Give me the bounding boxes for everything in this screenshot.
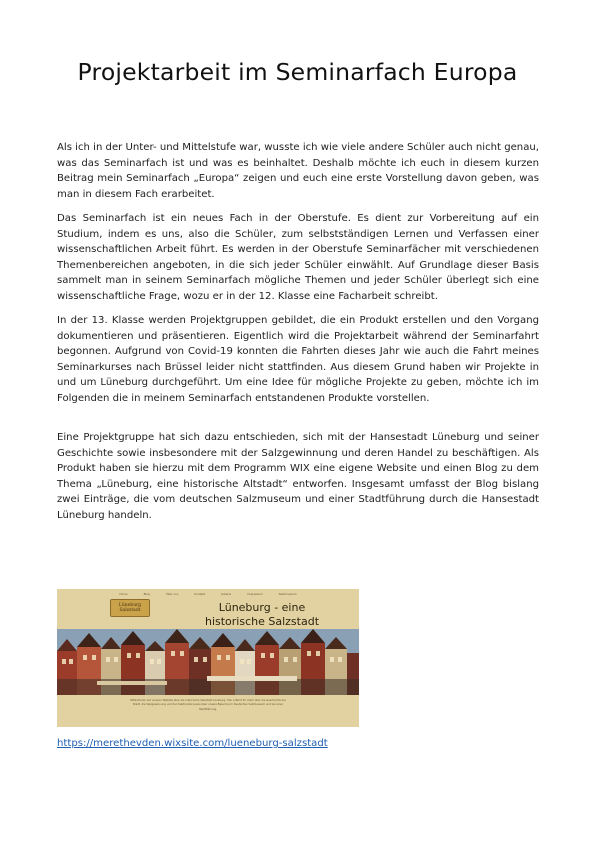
paragraph-projekt-lueneburg: Eine Projektgruppe hat sich dazu entschieden, sich mit der Hansestadt Lüneburg und seiner Geschichte sowie insbesondere mit der Salzgewinnung und deren Handel zu beschäftigen. Als Produkt haben sie hierzu mit dem Programm WIX eine eigene Website und einen Blog zu dem Thema „Lüneburg, eine historische Altstadt“ entworfen. Insgesamt umfasst der Blog bislang zwei Einträge, die vom deutschen Salzmuseum und einer Stadtführung durch die Hansestadt Lüneburg handeln. bbox=[57, 432, 539, 521]
website-caption: Willkommen auf unserer Website über die historische Salzstadt Lüneburg. Hier erfahrt ihr mehr über die Geschichte der Stadt, die Salzgewinnung und den Salzhandel sowie über unsere Besuche im Deutschen Salzmuseum und bei einer Stadtführung. bbox=[130, 699, 286, 711]
paragraph-intro: Als ich in der Unter- und Mittelstufe war, wusste ich wie viele andere Schüler auch nicht genau, was das Seminarfach ist und was es beinhaltet. Deshalb möchte ich euch in diesem kurzen Beitrag mein Seminarfach „Europa“ zeigen und euch eine erste Vorstellung davon geben, was man in diesem Fach erarbeitet. bbox=[57, 142, 540, 200]
website-nav-bar bbox=[57, 589, 359, 599]
town-houses-photo bbox=[57, 629, 359, 695]
website-nav-item: Impressum bbox=[247, 592, 263, 596]
website-nav-item: Blog bbox=[143, 592, 150, 596]
paragraph-seminarfach: Das Seminarfach ist ein neues Fach in der Oberstufe. Es dient zur Vorbereitung auf ein Studium, indem es uns, also die Schüler, zum selbstständigen Lernen und Verfassen einer wissenschaftlichen Arbeit führt. Es werden in der Oberstufe Seminarfächer mit verschiedenen Themenbereichen angeboten, in die sich jeder Schüler einwählt. Auf Grundlage dieser Basis sammelt man in seinem Seminarfach mögliche Themen und jeder Schüler überlegt sich eine wissenschaftliche Frage, wozu er in der 12. Klasse eine Facharbeit schreibt. bbox=[57, 213, 539, 302]
website-nav-item: Galerie bbox=[221, 592, 232, 596]
website-nav-item: Home bbox=[119, 592, 128, 596]
paragraph-projektgruppen: In der 13. Klasse werden Projektgruppen gebildet, die ein Produkt erstellen und den Vorgang dokumentieren und präsentieren. Eigentlich wird die Projektarbeit während der Seminarfahrt begonnen. Aufgrund von Covid-19 konnten die Fahrten dieses Jahr wie auch die Fahrt meines Seminarkurses nach Brüssel leider nicht stattfinden. Aus diesem Grund haben wir Projekte in und um Lüneburg durchgeführt. Um eine Idee für mögliche Projekte zu geben, möchte ich im Folgenden die in meinem Seminarfach entstandenen Produkte vorstellen. bbox=[57, 315, 539, 404]
website-nav-item: Salzmuseum bbox=[278, 592, 297, 596]
website-screenshot-image bbox=[57, 589, 359, 727]
website-logo: Lüneburg Salzstadt bbox=[110, 599, 150, 617]
website-title-line: Lüneburg - eine bbox=[218, 601, 306, 614]
website-nav-item: Über uns bbox=[165, 592, 179, 596]
website-title bbox=[167, 601, 357, 629]
website-title-line: historische Salzstadt bbox=[204, 615, 320, 628]
body-text bbox=[57, 140, 539, 532]
website-nav-item: Kontakt bbox=[194, 592, 206, 596]
website-link[interactable]: https://merethevden.wixsite.com/lueneburg-salzstadt bbox=[57, 738, 328, 749]
page-title: Projektarbeit im Seminarfach Europa bbox=[77, 58, 518, 86]
